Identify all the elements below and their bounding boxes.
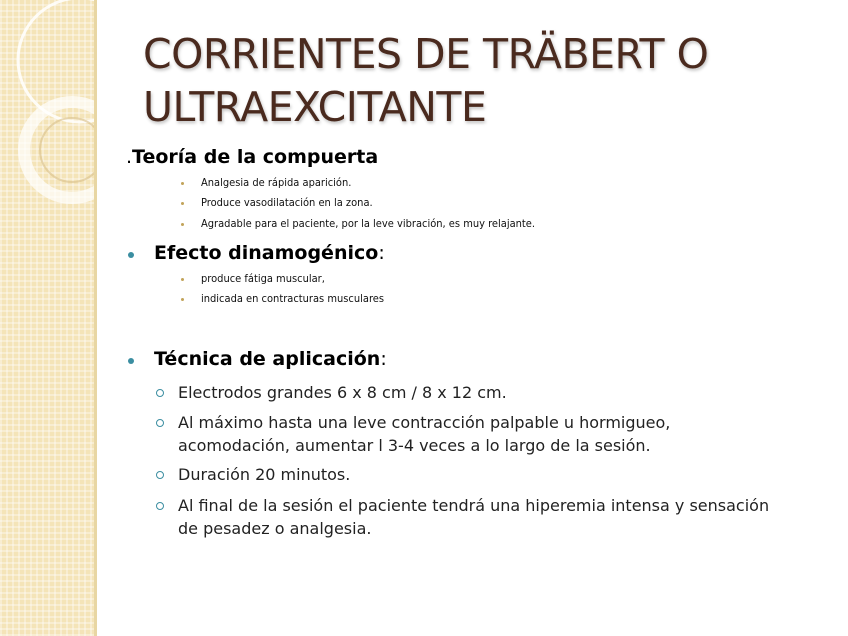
decorative-sidebar xyxy=(0,0,94,636)
bullet-ring xyxy=(156,502,164,510)
list-item: Duración 20 minutos. xyxy=(178,465,351,484)
title-line-1: CORRIENTES DE TRÄBERT O xyxy=(143,30,709,78)
list-item: Produce vasodilatación en la zona. xyxy=(201,196,373,209)
bullet-dot-teal xyxy=(128,358,134,364)
heading-text: Teoría de la compuerta xyxy=(132,146,379,168)
bullet-dot xyxy=(181,298,184,301)
bullet-dot xyxy=(181,202,184,205)
bullet-ring xyxy=(156,389,164,397)
list-item: produce fátiga muscular, xyxy=(201,272,325,285)
heading-text: Técnica de aplicación xyxy=(154,348,381,370)
bullet-dot-teal xyxy=(128,252,134,258)
bullet-ring xyxy=(156,471,164,479)
list-item: Electrodos grandes 6 x 8 cm / 8 x 12 cm. xyxy=(178,383,507,402)
sidebar-edge xyxy=(94,0,97,636)
bullet-ring xyxy=(156,419,164,427)
bullet-dot xyxy=(181,182,184,185)
heading-text: Efecto dinamogénico xyxy=(154,242,379,264)
section-heading-compuerta: .Teoría de la compuerta xyxy=(126,146,379,168)
section-heading-dinamogenico: Efecto dinamogénico: xyxy=(154,242,385,264)
title-line-2: ULTRAEXCITANTE xyxy=(143,83,487,131)
list-item: Al máximo hasta una leve contracción palpable u hormigueo, acomodación, aumentar l 3-4 veces a lo largo de la sesión. xyxy=(178,413,671,455)
bullet-dot xyxy=(181,223,184,226)
list-item: Agradable para el paciente, por la leve vibración, es muy relajante. xyxy=(201,217,536,230)
list-item: indicada en contracturas musculares xyxy=(201,292,385,305)
sidebar-circles-decoration xyxy=(0,0,94,636)
section-heading-tecnica: Técnica de aplicación: xyxy=(154,348,387,370)
list-item: Al final de la sesión el paciente tendrá una hiperemia intensa y sensación de pesadez o analgesia. xyxy=(178,496,770,538)
list-item: Analgesia de rápida aparición. xyxy=(201,176,352,189)
slide-title xyxy=(143,28,823,134)
bullet-dot xyxy=(181,278,184,281)
